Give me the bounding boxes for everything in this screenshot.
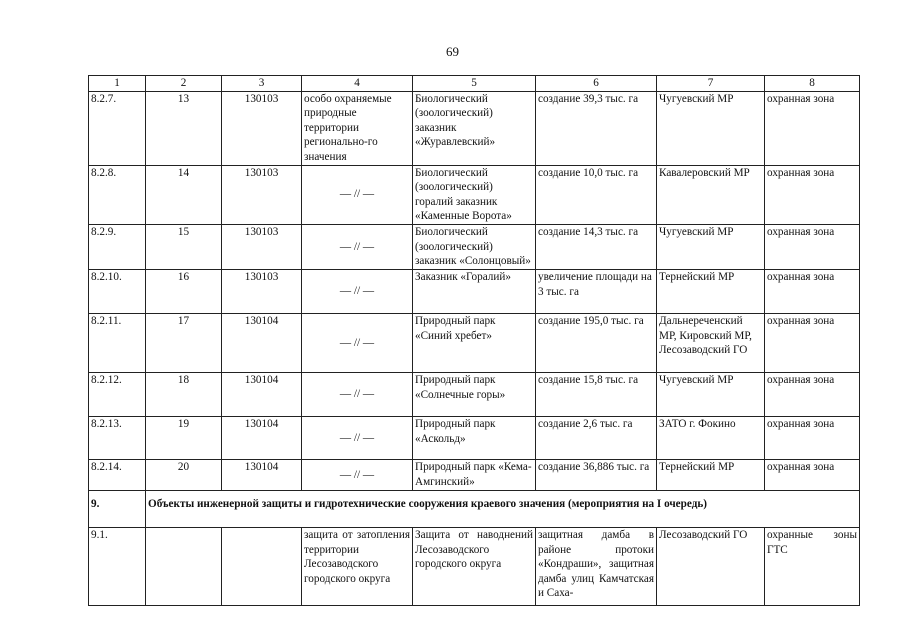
table-row bbox=[89, 269, 860, 313]
object-code: 130103 bbox=[222, 224, 302, 269]
zone-type: охранная зона bbox=[765, 459, 860, 490]
object-name: Природный парк «Кема-Амгинский» bbox=[413, 459, 536, 490]
table-row bbox=[89, 224, 860, 269]
object-action: создание 36,886 тыс. га bbox=[536, 459, 657, 490]
serial-number: 20 bbox=[146, 459, 222, 490]
municipality: Кавалеровский МР bbox=[657, 165, 765, 224]
item-number: 8.2.8. bbox=[89, 165, 146, 224]
object-code: 130104 bbox=[222, 459, 302, 490]
header-cell: 1 bbox=[89, 76, 146, 92]
object-name: Биологический (зоологический) заказник «Журавлевский» bbox=[413, 91, 536, 165]
header-cell: 4 bbox=[302, 76, 413, 92]
serial-number: 15 bbox=[146, 224, 222, 269]
ditto-mark: — // — bbox=[302, 459, 413, 490]
page-number: 69 bbox=[446, 44, 459, 59]
serial-number bbox=[146, 527, 222, 605]
object-action: защитная дамба в районе протоки «Кондраши», защитная дамба улиц Камчатская и Саха- bbox=[536, 527, 657, 605]
section-number: 9. bbox=[89, 490, 146, 527]
ditto-mark: — // — bbox=[302, 416, 413, 459]
object-name: Биологический (зоологический) горалий заказник «Каменные Ворота» bbox=[413, 165, 536, 224]
municipality: Лесозаводский ГО bbox=[657, 527, 765, 605]
table-row bbox=[89, 527, 860, 605]
zone-type: охранная зона bbox=[765, 165, 860, 224]
object-action: создание 2,6 тыс. га bbox=[536, 416, 657, 459]
object-action: создание 10,0 тыс. га bbox=[536, 165, 657, 224]
item-number: 8.2.7. bbox=[89, 91, 146, 165]
header-cell: 2 bbox=[146, 76, 222, 92]
object-name: Защита от наводнений Лесозаводского городского округа bbox=[413, 527, 536, 605]
item-number: 8.2.14. bbox=[89, 459, 146, 490]
header-cell: 3 bbox=[222, 76, 302, 92]
zone-type: охранная зона bbox=[765, 416, 860, 459]
object-name: Природный парк «Солнечные горы» bbox=[413, 372, 536, 416]
header-cell: 7 bbox=[657, 76, 765, 92]
section-title: Объекты инженерной защиты и гидротехнические сооружения краевого значения (мероприятия на I очередь) bbox=[146, 490, 860, 527]
serial-number: 19 bbox=[146, 416, 222, 459]
object-action: создание 195,0 тыс. га bbox=[536, 313, 657, 372]
object-code: 130103 bbox=[222, 165, 302, 224]
object-action: увеличение площади на 3 тыс. га bbox=[536, 269, 657, 313]
municipality: Чугуевский МР bbox=[657, 224, 765, 269]
register-table bbox=[88, 75, 860, 606]
table-row bbox=[89, 91, 860, 165]
item-number: 8.2.10. bbox=[89, 269, 146, 313]
section-row bbox=[89, 490, 860, 527]
object-type: защита от затопления территории Лесозаводского городского округа bbox=[302, 527, 413, 605]
table-row bbox=[89, 459, 860, 490]
object-code: 130104 bbox=[222, 416, 302, 459]
table-row bbox=[89, 165, 860, 224]
zone-type: охранная зона bbox=[765, 224, 860, 269]
municipality: Тернейский МР bbox=[657, 459, 765, 490]
zone-type: охранная зона bbox=[765, 269, 860, 313]
zone-type: охранная зона bbox=[765, 372, 860, 416]
ditto-mark: — // — bbox=[302, 372, 413, 416]
table-row bbox=[89, 313, 860, 372]
municipality: Дальнереченский МР, Кировский МР, Лесозаводский ГО bbox=[657, 313, 765, 372]
object-name: Биологический (зоологический) заказник «Солонцовый» bbox=[413, 224, 536, 269]
header-row bbox=[89, 76, 860, 92]
object-name: Заказник «Горалий» bbox=[413, 269, 536, 313]
zone-type: охранная зона bbox=[765, 313, 860, 372]
header-cell: 6 bbox=[536, 76, 657, 92]
municipality: Чугуевский МР bbox=[657, 91, 765, 165]
serial-number: 17 bbox=[146, 313, 222, 372]
item-number: 8.2.12. bbox=[89, 372, 146, 416]
serial-number: 18 bbox=[146, 372, 222, 416]
ditto-mark: — // — bbox=[302, 313, 413, 372]
object-action: создание 14,3 тыс. га bbox=[536, 224, 657, 269]
object-code: 130104 bbox=[222, 313, 302, 372]
object-code: 130104 bbox=[222, 372, 302, 416]
header-cell: 5 bbox=[413, 76, 536, 92]
item-number: 8.2.11. bbox=[89, 313, 146, 372]
ditto-mark: — // — bbox=[302, 269, 413, 313]
zone-type: охранные зоны ГТС bbox=[765, 527, 860, 605]
table-row bbox=[89, 372, 860, 416]
object-code: 130103 bbox=[222, 91, 302, 165]
serial-number: 14 bbox=[146, 165, 222, 224]
table-row bbox=[89, 416, 860, 459]
header-cell: 8 bbox=[765, 76, 860, 92]
municipality: Тернейский МР bbox=[657, 269, 765, 313]
object-action: создание 39,3 тыс. га bbox=[536, 91, 657, 165]
serial-number: 13 bbox=[146, 91, 222, 165]
item-number: 8.2.13. bbox=[89, 416, 146, 459]
object-name: Природный парк «Синий хребет» bbox=[413, 313, 536, 372]
ditto-mark: — // — bbox=[302, 224, 413, 269]
municipality: ЗАТО г. Фокино bbox=[657, 416, 765, 459]
ditto-mark: — // — bbox=[302, 165, 413, 224]
item-number: 9.1. bbox=[89, 527, 146, 605]
serial-number: 16 bbox=[146, 269, 222, 313]
object-type: особо охраняемые природные территории регионально-го значения bbox=[302, 91, 413, 165]
zone-type: охранная зона bbox=[765, 91, 860, 165]
object-code bbox=[222, 527, 302, 605]
object-code: 130103 bbox=[222, 269, 302, 313]
item-number: 8.2.9. bbox=[89, 224, 146, 269]
municipality: Чугуевский МР bbox=[657, 372, 765, 416]
object-action: создание 15,8 тыс. га bbox=[536, 372, 657, 416]
object-name: Природный парк «Аскольд» bbox=[413, 416, 536, 459]
